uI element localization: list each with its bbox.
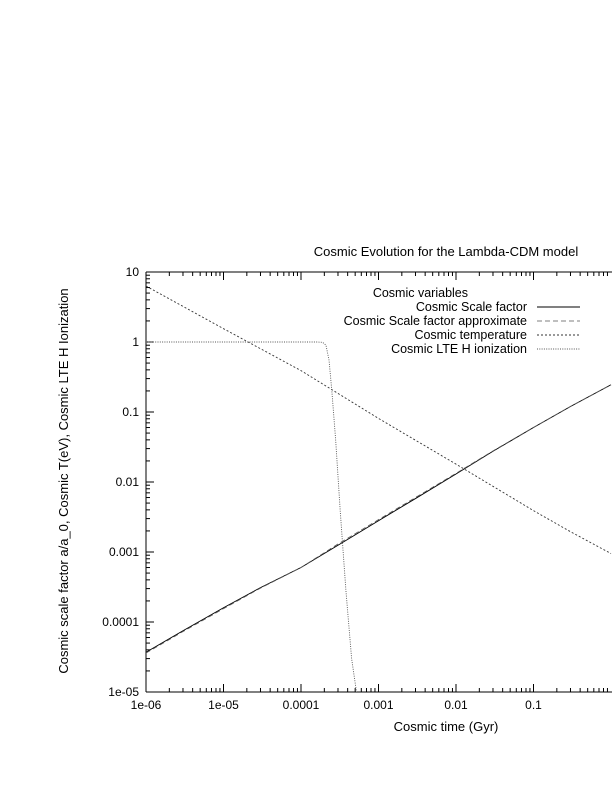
series-line-4 xyxy=(146,342,356,692)
legend-label: Cosmic LTE H ionization xyxy=(391,342,527,356)
y-tick-label: 0.01 xyxy=(115,475,139,489)
x-tick-label: 0.0001 xyxy=(282,698,320,712)
legend xyxy=(344,286,580,356)
y-tick-label: 10 xyxy=(125,265,139,279)
x-tick-label: 1e-06 xyxy=(130,698,162,712)
x-tick-label: 0.1 xyxy=(525,698,542,712)
legend-label: Cosmic Scale factor xyxy=(415,300,527,314)
y-axis-title: Cosmic scale factor a/a_0, Cosmic T(eV), Cosmic LTE H Ionization xyxy=(56,288,71,674)
x-axis-title: Cosmic time (Gyr) xyxy=(393,719,499,734)
y-tick-label: 1e-05 xyxy=(108,685,139,699)
legend-label: Cosmic temperature xyxy=(414,328,527,342)
y-tick-label: 0.001 xyxy=(108,545,139,559)
y-tick-label: 1 xyxy=(132,335,139,349)
series-line-2 xyxy=(146,385,611,653)
x-axis-ticks xyxy=(131,272,608,712)
legend-title: Cosmic variables xyxy=(372,286,468,300)
series-line-1 xyxy=(146,385,611,652)
legend-label: Cosmic Scale factor approximate xyxy=(343,314,527,328)
y-tick-label: 0.1 xyxy=(122,405,139,419)
x-tick-label: 0.001 xyxy=(363,698,394,712)
x-tick-label: 1e-05 xyxy=(208,698,239,712)
legend-entries xyxy=(344,300,580,356)
y-tick-label: 0.0001 xyxy=(102,615,139,629)
x-tick-label: 0.01 xyxy=(444,698,468,712)
series-layer xyxy=(146,286,611,692)
chart-title: Cosmic Evolution for the Lambda-CDM model xyxy=(313,244,579,259)
